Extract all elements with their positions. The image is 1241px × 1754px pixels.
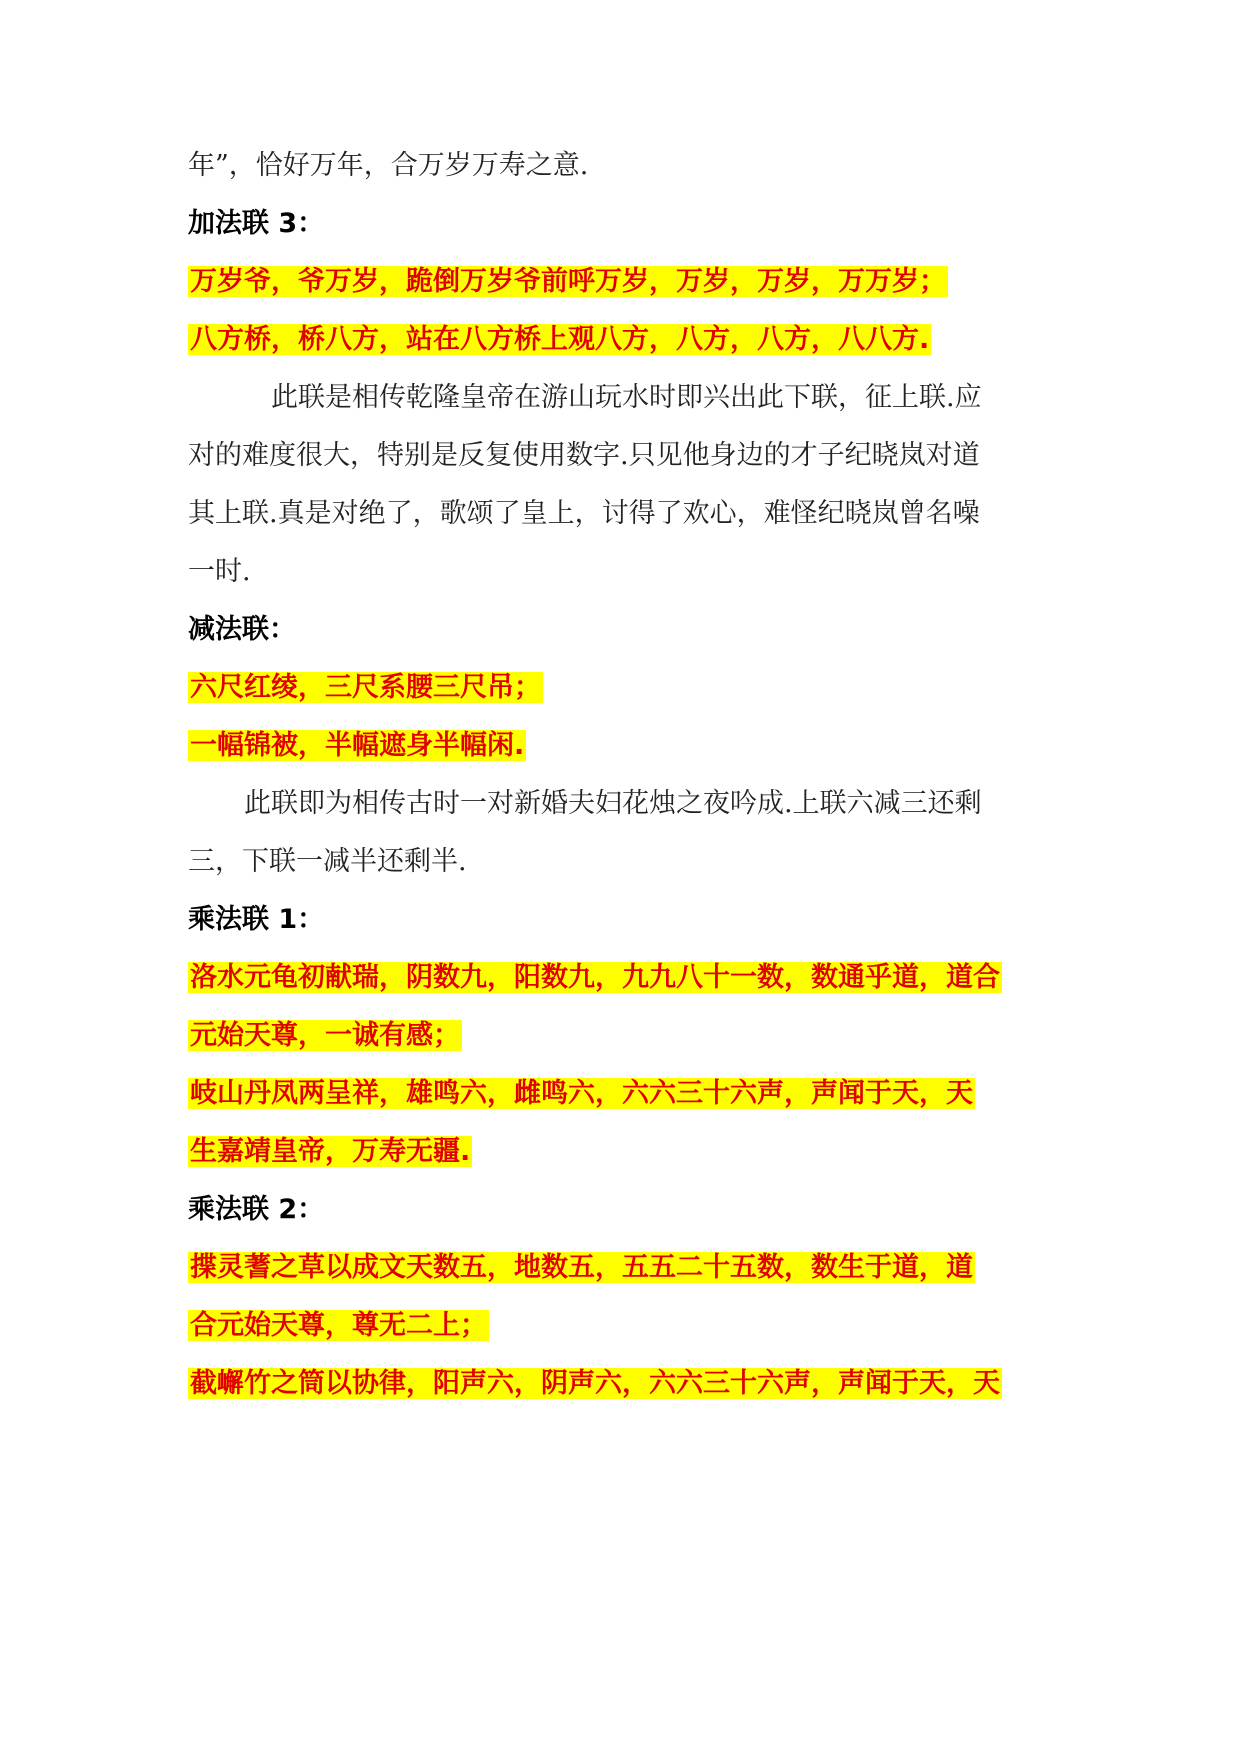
highlighted-couplet: 万岁爷，爷万岁，跪倒万岁爷前呼万岁，万岁，万岁，万万岁； — [190, 266, 946, 297]
highlighted-couplet: 八方桥，桥八方，站在八方桥上观八方，八方，八方，八八方. — [190, 324, 930, 355]
paragraph-line-indented — [271, 378, 982, 418]
heading-text: 减法联： — [188, 614, 296, 645]
couplet-line — [188, 668, 543, 708]
paragraph-line — [188, 552, 251, 592]
paragraph-line — [188, 146, 588, 186]
couplet-line — [188, 1248, 975, 1288]
highlighted-couplet: 合元始天尊，尊无二上； — [190, 1310, 487, 1341]
section-heading-addition-3 — [188, 204, 324, 244]
highlighted-couplet: 元始天尊，一诚有感； — [190, 1020, 460, 1051]
couplet-line — [188, 958, 1002, 998]
highlighted-couplet: 一幅锦被，半幅遮身半幅闲. — [190, 730, 525, 761]
paragraph-line — [188, 494, 980, 534]
couplet-line — [188, 1016, 462, 1056]
highlighted-couplet: 截嶰竹之筒以协律，阳声六，阴声六，六六三十六声，声闻于天，天 — [190, 1368, 1000, 1399]
heading-text: 加法联 3： — [188, 208, 325, 239]
couplet-line — [188, 262, 948, 302]
heading-text: 乘法联 2： — [188, 1194, 325, 1225]
couplet-line — [188, 726, 526, 766]
paragraph-line — [188, 436, 980, 476]
highlighted-couplet: 揲灵蓍之草以成文天数五，地数五，五五二十五数，数生于道，道 — [190, 1252, 973, 1283]
couplet-line — [188, 1132, 472, 1172]
couplet-line — [188, 320, 931, 360]
heading-text: 乘法联 1： — [188, 904, 325, 935]
text-run: 此联是相传乾隆皇帝在游山玩水时即兴出此下联，征上联.应 — [271, 382, 982, 413]
highlighted-couplet: 岐山丹凤两呈祥，雄鸣六，雌鸣六，六六三十六声，声闻于天，天 — [190, 1078, 973, 1109]
highlighted-couplet: 洛水元龟初献瑞，阴数九，阳数九，九九八十一数，数通乎道，道合 — [190, 962, 1000, 993]
text-run: 一时. — [188, 556, 251, 587]
text-run: 对的难度很大，特别是反复使用数字.只见他身边的才子纪晓岚对道 — [188, 440, 980, 471]
text-run: 此联即为相传古时一对新婚夫妇花烛之夜吟成.上联六减三还剩 — [244, 788, 982, 819]
couplet-line — [188, 1364, 1002, 1404]
text-run: 三，下联一减半还剩半. — [188, 846, 467, 877]
paragraph-line — [188, 842, 467, 882]
paragraph-line-indented — [244, 784, 982, 824]
couplet-line — [188, 1306, 489, 1346]
section-heading-multiplication-1 — [188, 900, 324, 940]
text-run: 其上联.真是对绝了，歌颂了皇上，讨得了欢心，难怪纪晓岚曾名噪 — [188, 498, 980, 529]
text-run: 年”，恰好万年，合万岁万寿之意. — [188, 150, 589, 181]
highlighted-couplet: 生嘉靖皇帝，万寿无疆. — [190, 1136, 471, 1167]
section-heading-multiplication-2 — [188, 1190, 324, 1230]
section-heading-subtraction — [188, 610, 296, 650]
highlighted-couplet: 六尺红绫，三尺系腰三尺吊； — [190, 672, 541, 703]
couplet-line — [188, 1074, 975, 1114]
